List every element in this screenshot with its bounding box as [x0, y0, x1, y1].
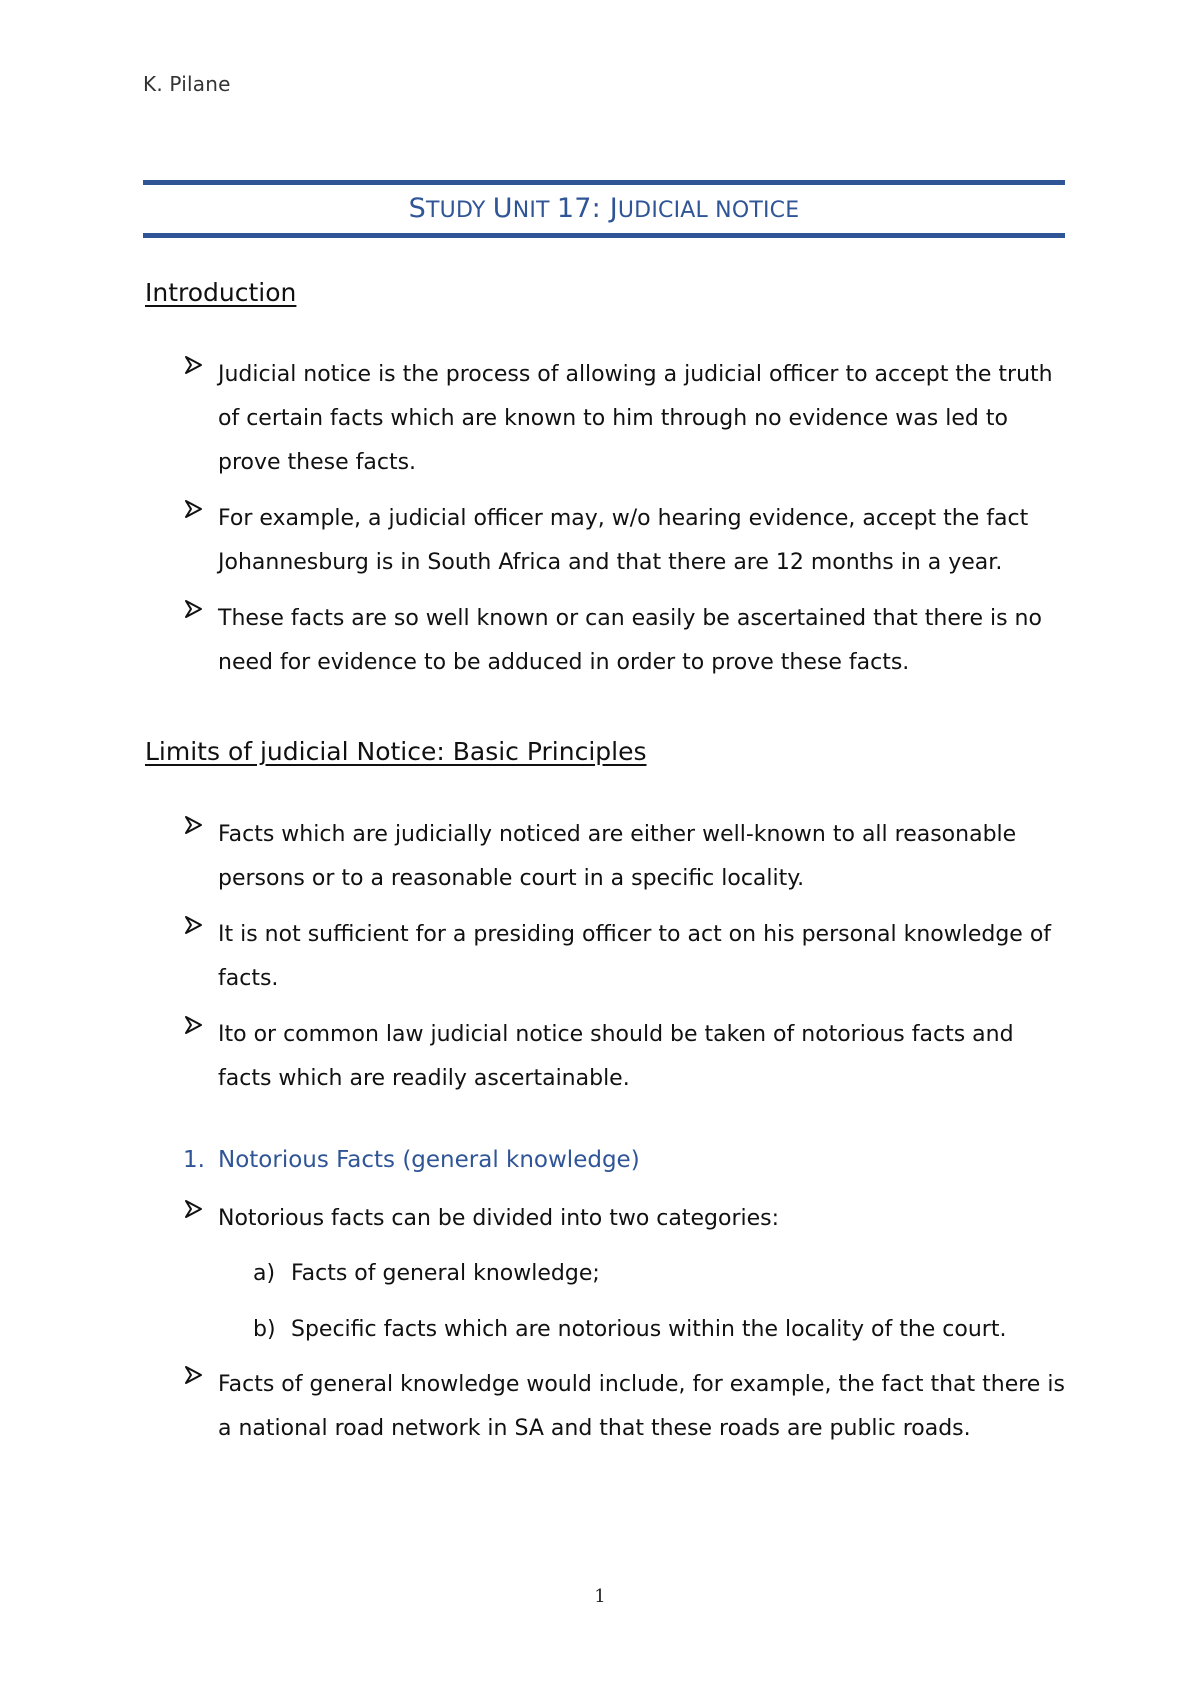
arrowhead-bullet-icon	[183, 1365, 203, 1385]
bullet-item	[183, 1013, 1073, 1101]
sub-item-text: Facts of general knowledge;	[291, 1261, 600, 1286]
heading-number: 1.	[183, 1147, 205, 1173]
arrowhead-bullet-icon	[183, 815, 203, 835]
arrowhead-bullet-icon	[183, 1015, 203, 1035]
bullet-item	[183, 353, 1073, 485]
page-title: STUDY UNIT 17: JUDICIAL NOTICE	[408, 193, 800, 224]
numbered-heading-notorious-facts	[183, 1147, 640, 1173]
bullet-item	[183, 1363, 1073, 1451]
sub-item-label: b)	[253, 1317, 276, 1342]
bullet-item	[183, 813, 1073, 901]
sub-item-text: Specific facts which are notorious within the locality of the court.	[291, 1317, 1007, 1342]
sub-item	[253, 1261, 600, 1286]
title-rule-top	[143, 180, 1065, 185]
arrowhead-bullet-icon	[183, 915, 203, 935]
bullet-item	[183, 1197, 1073, 1241]
bullet-item	[183, 597, 1073, 685]
title-block	[143, 180, 1065, 240]
arrowhead-bullet-icon	[183, 1199, 203, 1219]
section-heading-introduction: Introduction	[145, 278, 297, 307]
page-number: 1	[594, 1586, 606, 1607]
bullet-item	[183, 913, 1073, 1001]
bullet-item	[183, 497, 1073, 585]
bullet-text: Notorious facts can be divided into two categories:	[218, 1206, 780, 1231]
arrowhead-bullet-icon	[183, 599, 203, 619]
arrowhead-bullet-icon	[183, 355, 203, 375]
header-author: K. Pilane	[143, 72, 231, 96]
bullet-text: Judicial notice is the process of allowing a judicial officer to accept the truth of certain facts which are known to him through no evidence was led to prove these facts.	[218, 362, 1053, 475]
title-rule-bottom	[143, 233, 1065, 238]
section-heading-limits: Limits of judicial Notice: Basic Principles	[145, 737, 647, 766]
sub-item	[253, 1317, 1006, 1342]
bullet-text: Ito or common law judicial notice should be taken of notorious facts and facts which are readily ascertainable.	[218, 1022, 1014, 1091]
bullet-text: For example, a judicial officer may, w/o hearing evidence, accept the fact Johannesburg is in South Africa and that there are 12 months in a year.	[218, 506, 1029, 575]
arrowhead-bullet-icon	[183, 499, 203, 519]
bullet-text: Facts which are judicially noticed are either well-known to all reasonable persons or to a reasonable court in a specific locality.	[218, 822, 1017, 891]
heading-text: Notorious Facts (general knowledge)	[218, 1147, 640, 1173]
bullet-text: These facts are so well known or can easily be ascertained that there is no need for evidence to be adduced in order to prove these facts.	[218, 606, 1042, 675]
bullet-text: Facts of general knowledge would include, for example, the fact that there is a national road network in SA and that these roads are public roads.	[218, 1372, 1065, 1441]
bullet-text: It is not sufficient for a presiding officer to act on his personal knowledge of facts.	[218, 922, 1052, 991]
sub-item-label: a)	[253, 1261, 276, 1286]
